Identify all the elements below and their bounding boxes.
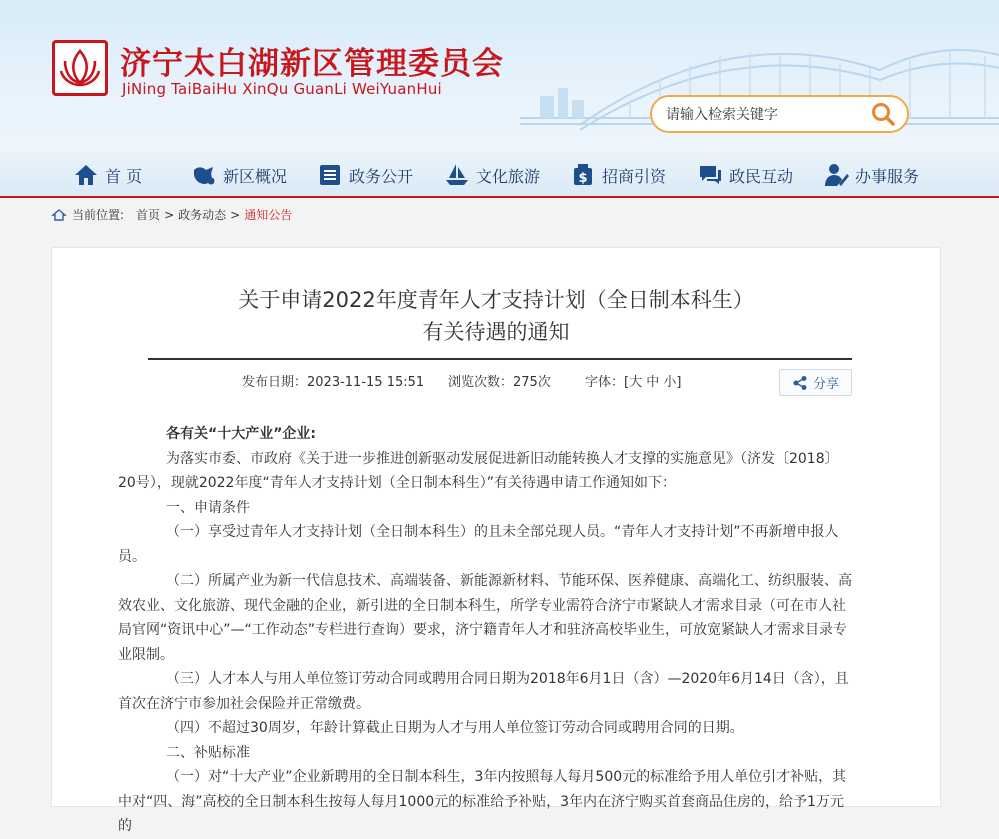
nav-label: 文化旅游 (476, 166, 541, 186)
paragraph: （四）不超过30周岁，年龄计算截止日期为人才与用人单位签订劳动合同或聘用合同的日期。 (166, 720, 744, 736)
breadcrumb-notices[interactable]: 通知公告 (244, 208, 293, 222)
font-large-link[interactable]: 大 (629, 375, 643, 390)
site-title: 济宁太白湖新区管理委员会 (120, 46, 504, 82)
salutation: 各有关“十大产业”企业: (166, 426, 317, 442)
font-small-link[interactable]: 小 (663, 375, 677, 390)
site-header (0, 0, 999, 152)
nav-item-investment[interactable] (570, 160, 666, 190)
paragraph: （一）享受过青年人才支持计划（全日制本科生）的且未全部兑现人员。“青年人才支持计划”不再新增申报人员。 (118, 524, 839, 565)
breadcrumb-separator: > (164, 207, 175, 222)
share-icon (792, 375, 808, 391)
search-button[interactable] (868, 100, 898, 128)
publish-date (242, 371, 424, 390)
breadcrumb-home[interactable]: 首页 (136, 208, 161, 222)
nav-item-home[interactable] (73, 160, 142, 190)
search-icon (868, 100, 898, 128)
view-count-value: 275次 (513, 375, 551, 390)
money-icon (570, 162, 596, 188)
section-heading: 一、申请条件 (166, 499, 250, 516)
publish-date-value: 2023-11-15 15:51 (307, 375, 425, 390)
title-divider (148, 358, 852, 360)
article-title-line2: 有关待遇的通知 (422, 320, 570, 344)
search-input[interactable] (666, 104, 866, 126)
home-small-icon (52, 209, 66, 221)
nav-item-interaction[interactable] (697, 160, 793, 190)
document-list-icon (317, 162, 343, 188)
nav-item-overview[interactable] (191, 160, 287, 190)
font-size-label: 字体：[ (585, 375, 630, 390)
nav-label: 首 页 (105, 166, 143, 186)
breadcrumb-prefix: 当前位置: (72, 208, 125, 222)
user-service-icon (823, 162, 849, 188)
nav-label: 政民互动 (729, 166, 794, 186)
logo-icon (52, 40, 108, 96)
article-card (51, 247, 941, 834)
view-count-label: 浏览次数： (448, 375, 514, 390)
article-title (52, 284, 940, 348)
breadcrumb-separator: > (230, 207, 241, 222)
boat-icon (444, 162, 470, 188)
nav-label: 招商引资 (602, 166, 667, 186)
overview-icon (191, 162, 217, 188)
paragraph: （一）对“十大产业”企业新聘用的全日制本科生，3年内按照每人每月500元的标准给予用人单位引才补贴，其中对“四、海”高校的全日制本科生按每人每月1000元的标准给予补贴，3年内在济宁购买首套商品住房的，给予1万元的 (118, 769, 847, 834)
nav-label: 办事服务 (855, 166, 920, 186)
breadcrumb-news[interactable]: 政务动态 (178, 208, 227, 222)
search-box (650, 95, 909, 133)
main-nav (0, 152, 999, 198)
share-label: 分享 (812, 377, 839, 392)
publish-date-label: 发布日期： (242, 375, 308, 390)
section-heading: 二、补贴标准 (166, 744, 250, 761)
svg-text:$: $ (578, 171, 588, 186)
nav-item-culture-tourism[interactable] (444, 160, 540, 190)
nav-item-gov-affairs[interactable] (317, 160, 413, 190)
view-count (448, 371, 551, 390)
nav-item-services[interactable] (823, 160, 919, 190)
chat-icon (697, 162, 723, 188)
font-size-end: ] (676, 375, 682, 390)
font-medium-link[interactable]: 中 (646, 375, 660, 390)
share-button[interactable] (779, 369, 852, 396)
paragraph: （三）人才本人与用人单位签订劳动合同或聘用合同日期为2018年6月1日（含）—2020年6月14日（含），且首次在济宁市参加社会保险并正常缴费。 (118, 671, 849, 712)
nav-label: 新区概况 (223, 166, 288, 186)
nav-label: 政务公开 (349, 166, 414, 186)
paragraph: （二）所属产业为新一代信息技术、高端装备、新能源新材料、节能环保、医养健康、高端化工、纺织服装、高效农业、文化旅游、现代金融的企业，新引进的全日制本科生，所学专业需符合济宁市紧缺人才需求目录（可在市人社局官网“资讯中心”—“工作动态”专栏进行查询）要求，济宁籍青年人才和驻济高校毕业生，可放宽紧缺人才需求目录专业限制。 (118, 573, 852, 663)
font-size-control (585, 371, 681, 390)
article-body (118, 422, 856, 839)
breadcrumb (0, 198, 999, 228)
paragraph: 为落实市委、市政府《关于进一步推进创新驱动发展促进新旧动能转换人才支撑的实施意见》（济发〔2018〕20号），现就2022年度“青年人才支持计划（全日制本科生）”有关待遇申请工作通知如下： (118, 450, 839, 491)
article-title-line1: 关于申请2022年度青年人才支持计划（全日制本科生） (238, 288, 754, 312)
home-icon (73, 162, 99, 188)
site-subtitle: JiNing TaiBaiHu XinQu GuanLi WeiYuanHui (122, 80, 442, 98)
